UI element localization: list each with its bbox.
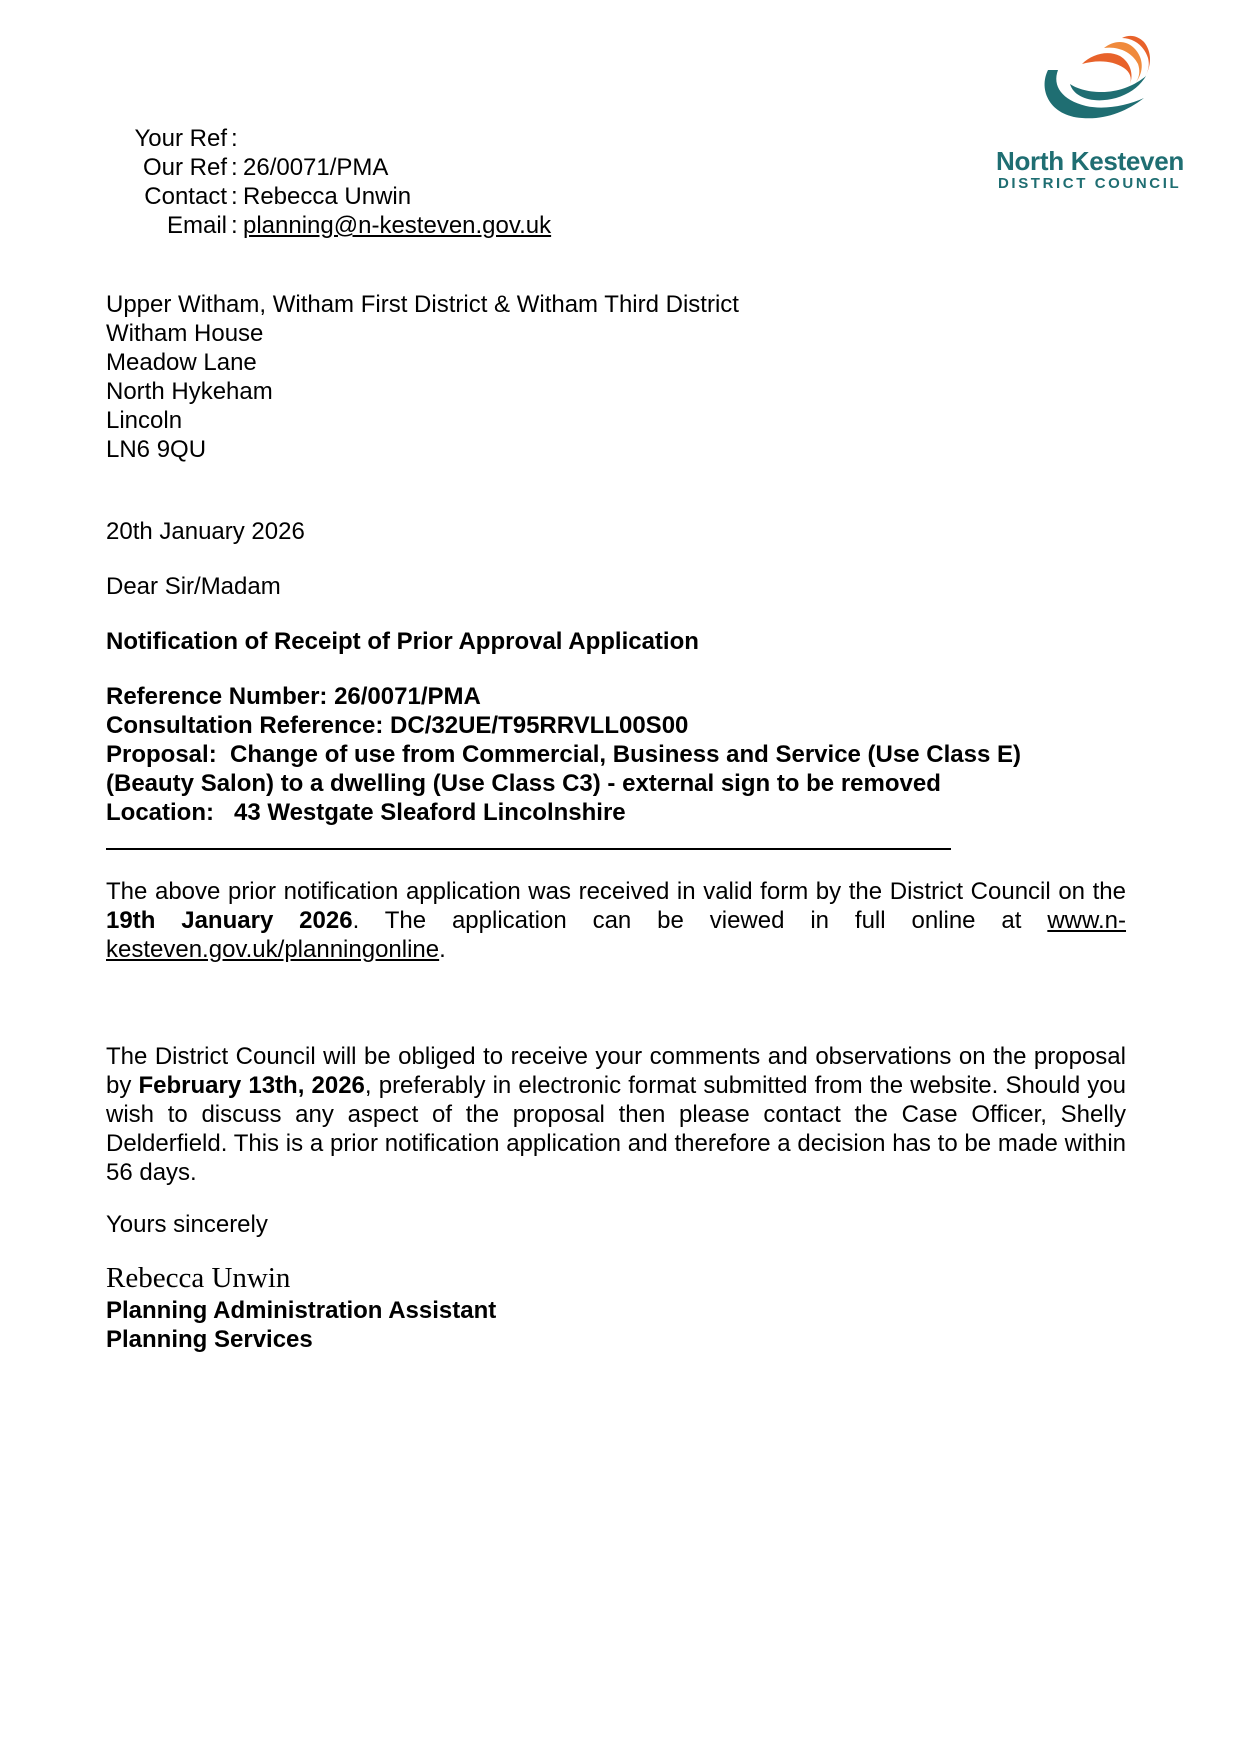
application-details (106, 682, 1021, 827)
closing: Yours sincerely (106, 1211, 268, 1238)
logo-subtitle: DISTRICT COUNCIL (998, 175, 1182, 192)
paragraph-text: The above prior notification application was received in valid form by the District Council on the (106, 878, 1126, 905)
your-ref-label: Your Ref (134, 125, 227, 152)
contact-label: Contact (144, 183, 227, 210)
signature-name: Rebecca Unwin (106, 1262, 291, 1294)
comments-deadline: February 13th, 2026 (138, 1072, 365, 1099)
signatory-details (106, 1296, 496, 1354)
our-ref-value: 26/0071/PMA (243, 154, 389, 181)
letter-heading: Notification of Receipt of Prior Approval Application (106, 628, 699, 655)
comments-paragraph (106, 1042, 1126, 1187)
planning-online-link[interactable]: www.n-kesteven.gov.uk/planningonline (106, 907, 1127, 963)
address-line: Lincoln (106, 407, 183, 434)
recipient-address (106, 290, 739, 464)
divider (106, 848, 951, 850)
signatory-title: Planning Administration Assistant (106, 1297, 497, 1324)
received-date: 19th January 2026 (106, 907, 353, 934)
separator: : (231, 183, 238, 210)
email-row (100, 211, 551, 240)
email-link[interactable]: planning@n-kesteven.gov.uk (243, 212, 552, 239)
contact-value: Rebecca Unwin (243, 183, 412, 210)
reference-number: Reference Number: 26/0071/PMA (106, 683, 481, 710)
contact-row (100, 182, 551, 211)
letter-date: 20th January 2026 (106, 518, 305, 545)
separator: : (231, 154, 238, 181)
separator: : (231, 125, 238, 152)
salutation: Dear Sir/Madam (106, 573, 281, 600)
address-line: Meadow Lane (106, 349, 257, 376)
paragraph-text: , preferably in electronic format submitted from the website. Should you wish to discuss any aspect of the proposal then please contact the Case Officer, Shelly Delderfield. This is a prior notification application and therefore a decision has to be made within 56 days. (106, 1072, 1127, 1186)
swoosh-logo-icon (1034, 34, 1154, 134)
location: Location: 43 Westgate Sleaford Lincolnshire (106, 799, 626, 826)
your-ref-row (100, 124, 551, 153)
separator: : (231, 212, 238, 239)
receipt-paragraph (106, 877, 1126, 964)
our-ref-row (100, 153, 551, 182)
council-logo (996, 34, 1196, 194)
address-line: North Hykeham (106, 378, 273, 405)
email-label: Email (166, 212, 227, 239)
address-line: Upper Witham, Witham First District & Witham Third District (106, 291, 739, 318)
logo-name: North Kesteven (996, 146, 1184, 176)
address-line: Witham House (106, 320, 264, 347)
proposal-line: Proposal: Change of use from Commercial, Business and Service (Use Class E) (106, 741, 1021, 768)
paragraph-text: . (439, 936, 446, 963)
reference-block (100, 124, 551, 240)
paragraph-text: The District Council will be obliged to receive your comments and observations on the proposal by (106, 1043, 1126, 1099)
paragraph-text: . The application can be viewed in full online at (352, 907, 1048, 934)
signatory-department: Planning Services (106, 1326, 313, 1353)
address-line: LN6 9QU (106, 436, 207, 463)
proposal-line: (Beauty Salon) to a dwelling (Use Class C3) - external sign to be removed (106, 770, 941, 797)
consultation-reference: Consultation Reference: DC/32UE/T95RRVLL00S00 (106, 712, 689, 739)
our-ref-label: Our Ref (142, 154, 227, 181)
